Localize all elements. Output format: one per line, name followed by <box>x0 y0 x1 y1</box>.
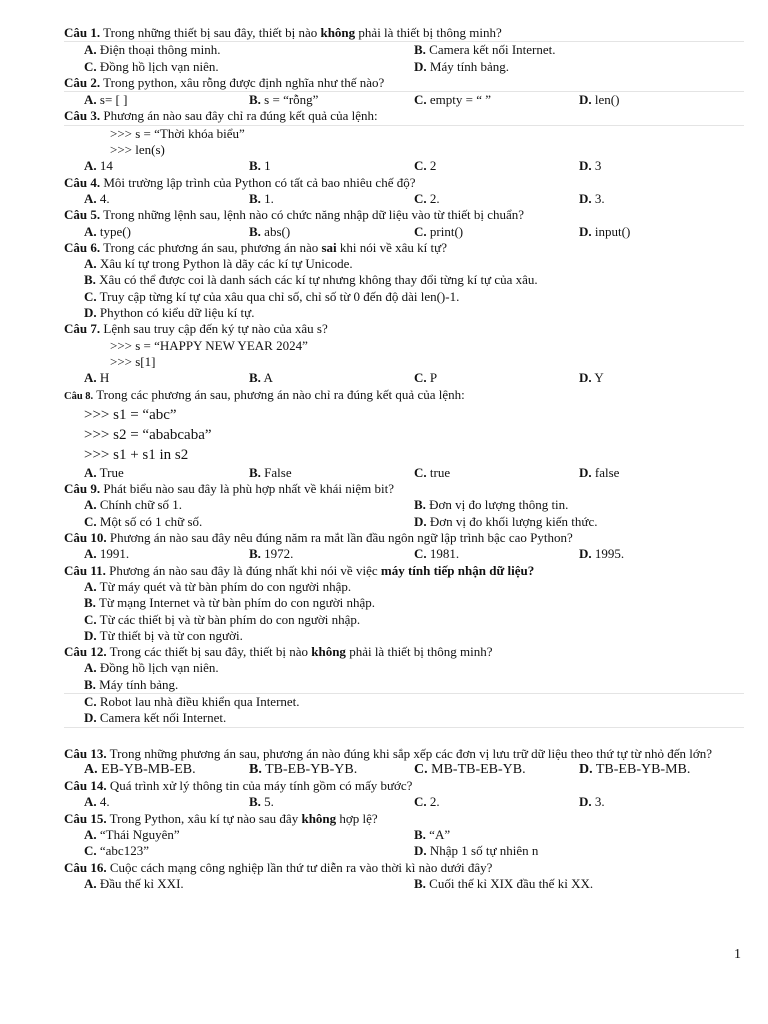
option-a: A. 14 <box>84 158 113 174</box>
question-1: Câu 1. Trong những thiết bị sau đây, thiết bị nào không phải là thiết bị thông minh? <box>64 25 744 42</box>
question-label: Câu 5. <box>64 207 101 223</box>
option-d: D. 3. <box>579 794 605 810</box>
option-d: D. false <box>579 464 620 480</box>
option-b: B. Máy tính bảng. <box>84 676 179 692</box>
option-c: C. 2 <box>414 158 437 174</box>
option-a: A. H <box>84 370 110 386</box>
option-a: A. Điện thoại thông minh. <box>84 42 221 58</box>
question-12: Câu 12. Trong các thiết bị sau đây, thiết bị nào không phải là thiết bị thông minh? <box>64 644 493 660</box>
options-row <box>64 305 744 321</box>
option-c: C. print() <box>414 223 464 239</box>
options-row <box>64 289 744 305</box>
options-row <box>64 677 744 694</box>
option-c: C. Truy cập từng kí tự của xâu qua chỉ số, chỉ số từ 0 đến độ dài len()-1. <box>84 288 460 304</box>
option-d: D. Camera kết nối Internet. <box>84 710 227 726</box>
option-a: A. 4. <box>84 190 110 206</box>
option-b: B. Camera kết nối Internet. <box>414 42 556 58</box>
options-row <box>64 595 744 611</box>
options-row <box>64 370 744 386</box>
options-row <box>64 579 744 595</box>
option-c: C. Robot lau nhà điều khiển qua Internet. <box>84 693 300 709</box>
options-row <box>64 827 744 843</box>
option-a: A. Đầu thế kỉ XXI. <box>84 875 184 891</box>
option-a: A. Từ máy quét và từ bàn phím do con người nhập. <box>84 578 352 594</box>
option-c: C. MB-TB-EB-YB. <box>414 761 526 777</box>
question-list <box>64 25 744 892</box>
option-a: A. “Thái Nguyên” <box>84 827 180 843</box>
options-row <box>64 42 744 58</box>
option-b: B. Xâu có thể được coi là danh sách các kí tự nhưng không thay đổi từng kí tự của xâu. <box>84 272 538 288</box>
code-line: >>> s1 + s1 in s2 <box>84 446 189 463</box>
question-6: Câu 6. Trong các phương án sau, phương án nào sai khi nói về xâu kí tự? <box>64 239 447 255</box>
option-b: B. A <box>249 370 273 386</box>
code-line: >>> s2 = “ababcaba” <box>84 426 212 443</box>
option-a: A. Xâu kí tự trong Python là dãy các kí tự Unicode. <box>84 256 353 272</box>
question-14: Câu 14. Quá trình xử lý thông tin của máy tính gồm có mấy bước? <box>64 778 413 794</box>
question-label: Câu 10. <box>64 530 107 546</box>
options-row <box>64 762 744 778</box>
question-label: Câu 16. <box>64 859 107 875</box>
option-b: B. 1. <box>249 190 274 206</box>
options-row <box>64 272 744 288</box>
option-d: D. 1995. <box>579 546 625 562</box>
option-d: D. 3. <box>579 190 605 206</box>
spacer <box>64 728 744 746</box>
question-label: Câu 3. <box>64 108 101 124</box>
question-13: Câu 13. Trong những phương án sau, phương án nào đúng khi sắp xếp các đơn vị lưu trữ dữ liệu theo thứ tự từ nhỏ đến lớn? <box>64 745 713 761</box>
question-label: Câu 6. <box>64 239 101 255</box>
options-row <box>64 794 744 810</box>
options-row <box>64 710 744 727</box>
option-d: D. len() <box>579 92 620 108</box>
option-d: D. Máy tính bảng. <box>414 58 509 74</box>
option-a: A. Chính chữ số 1. <box>84 497 183 513</box>
option-a: A. EB-YB-MB-EB. <box>84 761 196 777</box>
question-label: Câu 1. <box>64 25 101 40</box>
code-line: >>> s[1] <box>110 353 156 369</box>
options-row <box>64 694 744 710</box>
code-line: >>> len(s) <box>110 142 165 158</box>
question-3: Câu 3. Phương án nào sau đây chỉ ra đúng kết quả của lệnh: <box>64 108 744 125</box>
question-label: Câu 14. <box>64 778 107 794</box>
option-d: D. TB-EB-YB-MB. <box>579 761 691 777</box>
option-a: A. 1991. <box>84 546 130 562</box>
options-row <box>64 59 744 75</box>
question-10: Câu 10. Phương án nào sau đây nêu đúng năm ra mắt lần đầu ngôn ngữ lập trình bậc cao Python? <box>64 530 573 546</box>
options-row <box>64 628 744 644</box>
options-row <box>64 191 744 207</box>
options-row <box>64 612 744 628</box>
option-a: A. True <box>84 464 124 480</box>
options-row <box>64 256 744 272</box>
option-c: C. 2. <box>414 794 440 810</box>
question-16: Câu 16. Cuộc cách mạng công nghiệp lần thứ tư diễn ra vào thời kì nào dưới đây? <box>64 859 493 875</box>
question-label: Câu 13. <box>64 745 107 761</box>
option-d: D. Đơn vị đo khối lượng kiến thức. <box>414 513 598 529</box>
question-label: Câu 4. <box>64 174 101 190</box>
code-line: >>> s = “Thời khóa biểu” <box>110 125 245 141</box>
option-c: C. empty = “ ” <box>414 92 492 108</box>
option-b: B. TB-EB-YB-YB. <box>249 761 358 777</box>
option-b: B. “A” <box>414 827 451 843</box>
option-c: C. 1981. <box>414 546 460 562</box>
option-a: A. 4. <box>84 794 110 810</box>
question-2: Câu 2. Trong python, xâu rỗng được định nghĩa như thế nào? <box>64 75 744 92</box>
option-a: A. s= [ ] <box>84 92 128 108</box>
options-row <box>64 158 744 174</box>
option-c: C. P <box>414 370 438 386</box>
options-row <box>64 224 744 240</box>
option-c: C. Từ các thiết bị và từ bàn phím do con người nhập. <box>84 611 361 627</box>
option-b: B. 5. <box>249 794 274 810</box>
options-row <box>64 660 744 676</box>
code-line: >>> s = “HAPPY NEW YEAR 2024” <box>110 337 308 353</box>
options-row <box>64 546 744 562</box>
option-c: C. “abc123” <box>84 843 149 859</box>
question-5: Câu 5. Trong những lệnh sau, lệnh nào có chức năng nhập dữ liệu vào từ thiết bị chuẩn? <box>64 207 525 223</box>
question-label: Câu 9. <box>64 481 101 497</box>
question-label: Câu 2. <box>64 74 101 90</box>
option-b: B. Từ mạng Internet và từ bàn phím do con người nhập. <box>84 595 375 611</box>
options-row <box>64 514 744 530</box>
question-label: Câu 8. <box>64 390 94 402</box>
question-8: Câu 8. Trong các phương án sau, phương án nào chỉ ra đúng kết quả của lệnh: <box>64 386 465 402</box>
option-b: B. False <box>249 464 292 480</box>
option-c: C. Một số có 1 chữ số. <box>84 513 203 529</box>
options-row <box>64 497 744 513</box>
question-label: Câu 11. <box>64 562 106 578</box>
question-15: Câu 15. Trong Python, xâu kí tự nào sau đây không hợp lệ? <box>64 810 378 826</box>
option-a: A. type() <box>84 223 131 239</box>
option-a: A. Đồng hồ lịch vạn niên. <box>84 660 219 676</box>
option-d: D. Từ thiết bị và từ con người. <box>84 627 243 643</box>
question-4: Câu 4. Môi trường lập trình của Python có tất cả bao nhiêu chế độ? <box>64 174 416 190</box>
option-b: B. Cuối thế kỉ XIX đầu thế kỉ XX. <box>414 875 594 891</box>
option-b: B. 1972. <box>249 546 294 562</box>
options-row <box>64 843 744 859</box>
option-b: B. Đơn vị đo lượng thông tin. <box>414 497 569 513</box>
page-number: 1 <box>734 947 741 962</box>
option-b: B. 1 <box>249 158 271 174</box>
option-c: C. Đồng hồ lịch vạn niên. <box>84 58 219 74</box>
option-d: D. Phython có kiểu dữ liệu kí tự. <box>84 305 255 321</box>
option-d: D. 3 <box>579 158 602 174</box>
options-row <box>64 465 744 481</box>
question-9: Câu 9. Phát biểu nào sau đây là phù hợp nhất về khái niệm bit? <box>64 481 395 497</box>
code-line: >>> s1 = “abc” <box>84 406 177 423</box>
option-d: D. Y <box>579 370 604 386</box>
question-label: Câu 15. <box>64 810 107 826</box>
question-label: Câu 12. <box>64 644 107 660</box>
question-label: Câu 7. <box>64 321 101 337</box>
option-d: D. Nhập 1 số tự nhiên n <box>414 843 539 859</box>
options-row <box>64 876 744 892</box>
option-b: B. abs() <box>249 223 291 239</box>
option-b: B. s = “rỗng” <box>249 92 319 108</box>
option-d: D. input() <box>579 223 631 239</box>
option-c: C. true <box>414 464 451 480</box>
question-7: Câu 7. Lệnh sau truy cập đến ký tự nào của xâu s? <box>64 321 328 337</box>
options-row <box>64 92 744 108</box>
option-c: C. 2. <box>414 190 440 206</box>
question-11: Câu 11. Phương án nào sau đây là đúng nhất khi nói về việc máy tính tiếp nhận dữ liệu? <box>64 562 535 578</box>
